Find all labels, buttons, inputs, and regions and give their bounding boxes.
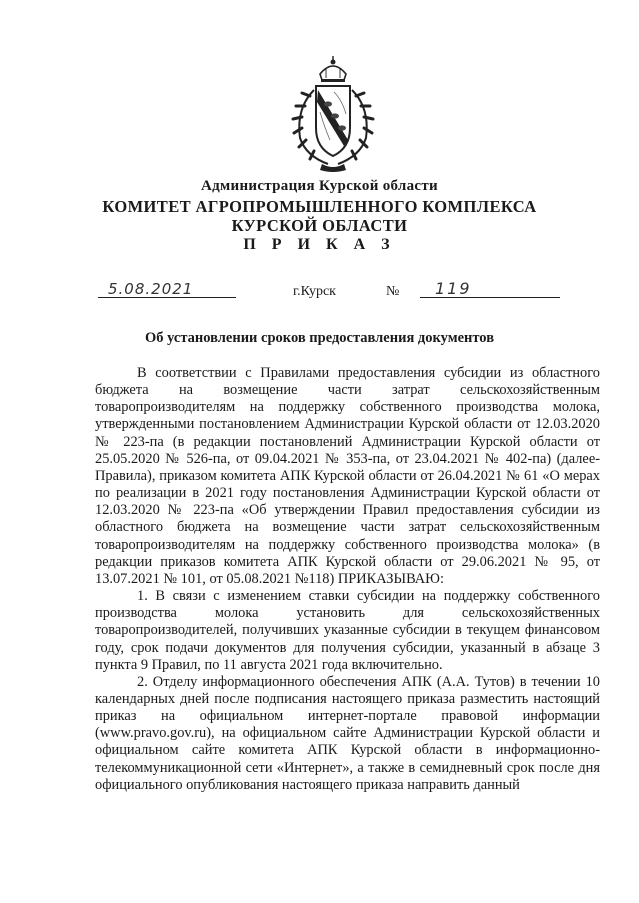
coat-of-arms-icon	[290, 56, 376, 174]
document-subject: Об установлении сроков предоставления документов	[144, 330, 495, 346]
document-body	[95, 365, 600, 794]
document-type: П Р И К А З	[243, 236, 396, 253]
number-sign: №	[386, 284, 400, 299]
city-label: г.Курск	[293, 284, 336, 299]
committee-name-line2: КУРСКОЙ ОБЛАСТИ	[231, 216, 408, 235]
clause-2-paragraph: 2. Отделу информационного обеспечения АПК (А.А. Тутов) в течении 10 календарных дней после подписания настоящего приказа разместить настоящий приказ на официальном интернет-портале правовой информации (www.pravo.gov.ru), на официальном сайте Администрации Курской области и официальном сайте комитета АПК Курской области в информационно-телекоммуникационной сети «Интернет», а также в семидневный срок после дня официального опубликования настоящего приказа направить данный	[95, 673, 600, 793]
handwritten-date: 5.08.2021	[108, 280, 194, 298]
handwritten-number: 119	[435, 279, 472, 298]
preamble-paragraph: В соответствии с Правилами предоставления субсидии из областного бюджета на возмещение части затрат сельскохозяйственным товаропроизводителям на поддержку собственного производства молока, утвержденными постановлением Администрации Курской области от 12.03.2020 № 223-па (в редакции постановлений Администрации Курской области от 25.05.2020 № 526-па, от 09.04.2021 № 353-па, от 23.04.2021 № 402-па) (далее-Правила), приказом комитета АПК Курской области от 26.04.2021 № 61 «О мерах по реализации в 2021 году постановления Администрации Курской области от 12.03.2020 № 223-па «Об утверждении Правил предоставления субсидии из областного бюджета на возмещение части затрат сельскохозяйственным товаропроизводителям на поддержку собственного производства молока» (в редакции приказов комитета АПК Курской области от 29.06.2021 № 95, от 13.07.2021 № 101, от 05.08.2021 №118) ПРИКАЗЫВАЮ:	[95, 365, 600, 587]
committee-name-line1: КОМИТЕТ АГРОПРОМЫШЛЕННОГО КОМПЛЕКСА	[102, 197, 537, 216]
org-name: Администрация Курской области	[200, 178, 439, 194]
clause-1-paragraph: 1. В связи с изменением ставки субсидии на поддержку собственного производства молока установить для сельскохозяйственных товаропроизводителей, получивших указанные субсидии в текущем финансовом году, срок подачи документов для получения субсидии, указанный в абзаце 3 пункта 9 Правил, по 11 августа 2021 года включительно.	[95, 588, 600, 673]
